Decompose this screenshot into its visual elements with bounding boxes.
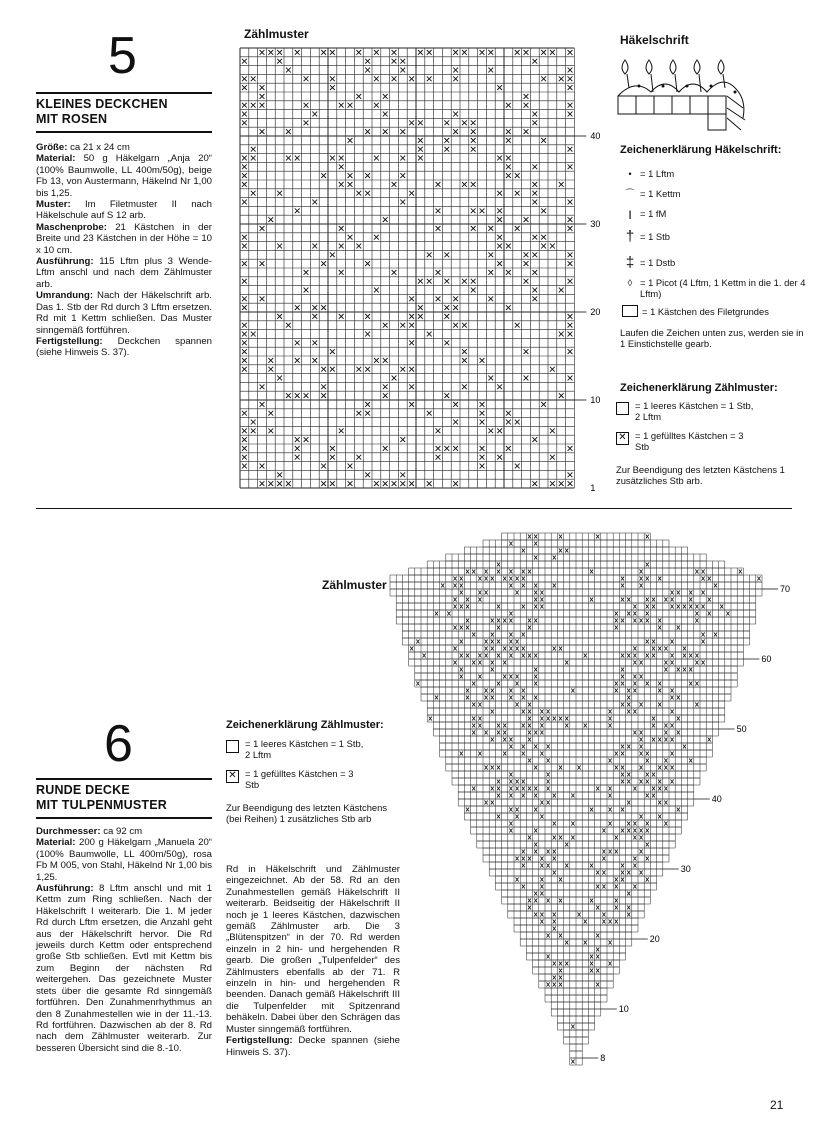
title-line: RUNDE DECKE [36,783,130,797]
empty-box-icon [616,402,629,415]
chart-legend [616,400,796,486]
pattern-number-6: 6 [104,715,133,773]
paragraph [36,142,212,153]
paragraph-key: Material: [36,153,76,165]
legend-note: Laufen die Zeichen unten zus, werden sie in 1 Einstichstelle gearb. [620,327,804,349]
chart-legend [226,738,396,824]
legend-title: Zeichenerklärung Häkelschrift: [620,144,782,156]
filled-box-icon: ✕ [226,770,239,783]
legend2-title: Zeichenerklärung Zählmuster: [620,382,778,394]
paragraph [36,153,212,199]
paragraph-value: 8 Lftm anschl und mit 1 Kettm zum Ring schließen. Nach der Häkelschrift I weiterarb. Die 1. M jeder Rd durch Lftm ersetzen, die Anzahl geht aus der Häkelschrift hervor. Die Rd jeweils durch Kettm oder entsprechend große Stb schließen. Evtl mit Kettm bis zum Beginn der nächsten Rd weitergehen. Das gezeichnete Muster stets über die gesamte Rd sinngemäß fortführen. Den Zunahmenrhythmus an den 8 Zunahmestellen wie in der 11.-13. Rd fortführen. Dazwischen ab der 8. Rd nach dem Zählmuster weiterarb. Zur besseren Übersicht sind die 8.-10. [36,883,212,1054]
double-crochet-icon: † [625,227,635,245]
paragraph-value: 115 Lftm plus 3 Wende-Lftm anschl und nach dem Zählmuster arb. [36,256,212,290]
chart-grid [240,48,574,488]
paragraph-key: Größe: [36,142,68,153]
row-label: 60 [761,654,772,664]
legend-item: ◊ = 1 Picot (4 Lftm, 1 Kettm in die 1. der 4 Lftm) [620,277,810,299]
paragraph-value: Decke spannen (siehe Hinweis S. 37). [226,1035,400,1058]
paragraph-key: Muster: [36,199,71,211]
empty-box-icon [226,740,239,753]
paragraph-key: Ausführung: [36,256,94,268]
row-label: 20 [649,934,660,944]
slip-stitch-icon: ⌒ [625,187,635,199]
paragraph [36,883,212,1054]
row-label: 30 [590,219,601,229]
paragraph [226,1035,400,1058]
paragraph [36,256,212,290]
chart-title: Zählmuster [322,578,387,592]
paragraph-value: Deckchen spannen (siehe Hinweis S. 37). [36,335,212,359]
paragraph [36,199,212,222]
section-divider [36,508,792,509]
paragraph-key: Fertigstellung: [36,335,103,347]
paragraph-value: 21 Kästchen in der Breite und 23 Kästchen in der Höhe = 10 x 10 cm. [36,221,212,256]
row-label: 40 [711,794,722,804]
legend-item: † = 1 Stb [620,223,810,249]
paragraph [36,826,212,837]
title-line: MIT ROSEN [36,112,108,126]
paragraph-key: Durchmesser: [36,826,101,837]
row-label: 10 [590,395,601,405]
legend-item: = 1 Kästchen des Filetgrundes [620,305,810,317]
chain-symbol-icon: • [628,167,632,179]
paragraph-key: Material: [36,837,76,849]
paragraph [36,290,212,336]
crochet-diagram-title: Häkelschrift [620,33,689,47]
legend-item: | = 1 fM [620,203,810,223]
legend-item: ✕ = 1 gefülltes Kästchen = 3 Stb [616,430,796,452]
treble-crochet-icon: ‡ [625,253,635,271]
legend-item: ⌒ = 1 Kettm [620,183,810,203]
row-label: 30 [680,864,691,874]
legend-item: ✕ = 1 gefülltes Kästchen = 3 Stb [226,768,396,790]
pattern-title [36,778,212,819]
pattern-number-5: 5 [108,27,137,85]
pattern-description [36,826,212,1054]
filled-box-icon: ✕ [616,432,629,445]
paragraph-key: Ausführung: [36,883,94,895]
row-label: 40 [590,131,601,141]
paragraph [36,837,212,883]
row-label: 8 [600,1053,606,1063]
paragraph-key: Fertigstellung: [226,1035,293,1047]
page-number: 21 [770,1098,784,1112]
pattern-description-cont [226,864,400,1058]
legend-title: Zeichenerklärung Zählmuster: [226,719,384,731]
paragraph-key: Umrandung: [36,290,94,302]
legend-item: = 1 leeres Kästchen = 1 Stb, 2 Lftm [226,738,396,760]
row-label: 20 [590,307,601,317]
legend-item: ‡ = 1 Dstb [620,249,810,275]
crochet-legend [620,163,810,349]
legend-item: • = 1 Lftm [620,163,810,183]
filet-box-icon [622,305,638,317]
paragraph-value: Im Filetmuster II nach Häkelschule auf S 12 arb. [36,199,212,222]
legend-note: Zur Beendigung des letzten Kästchens (bei Reihen) 1 zusätzliches Stb arb [226,802,388,824]
legend-note: Zur Beendigung des letzten Kästchens 1 zusätzliches Stb arb. [616,464,785,486]
row-label: 10 [618,1004,629,1014]
single-crochet-icon: | [628,207,632,219]
pattern-title [36,92,212,133]
filet-chart-tulip [400,525,800,1085]
paragraph [226,864,400,1035]
paragraph-key: Maschenprobe: [36,221,107,233]
picot-icon: ◊ [627,277,633,288]
crochet-diagram [615,48,765,138]
paragraph-value: 200 g Häkelgarn „Manuela 20“ (100% Baumwolle, LL 400m/50g), rosa Fb M 005, von Stahl, Häkelnd Nr 1,00 bis 1,25. [36,837,212,883]
paragraph-value: Nach der Häkelschrift arb. Das 1. Stb der Rd durch 3 Lftm ersetzen. Rd mit 1 Kettm schließen. Das Muster sinngemäß fortführen. [36,290,212,336]
paragraph [36,336,212,359]
paragraph-value: ca 21 x 24 cm [70,142,130,153]
title-line: MIT TULPENMUSTER [36,798,167,812]
paragraph-value: ca 92 cm [103,826,143,837]
paragraph-value: Rd in Häkelschrift und Zählmuster eingezeichnet. Ab der 58. Rd an den Zunahmestellen gemäß Häkelschrift II weiterarb. Beidseitig der Häkelschrift II noch je 1 leeres Kästchen, dazwischen gemäß Zählmuster arb. Die 3 „Blütenspitzen“ in der 70. Rd werden einzeln in 2 hin- und hergehenden R gearb. Die großen „Tulpenfelder“ des Zählmusters ebenfalls ab der 71. R einzeln in hin- und hergehenden R beenden. Danach gemäß Häkelschrift III die Tulpenfelder mit Spitzenrand behäkeln. Dabei über den Schrägen das Muster sinngemäß fortführen. [226,864,400,1035]
chart-title: Zählmuster [244,27,309,41]
row-label: 1 [590,483,596,493]
filet-chart-rose [236,44,601,494]
title-line: KLEINES DECKCHEN [36,97,168,111]
paragraph [36,222,212,256]
pattern-description [36,142,212,359]
row-label: 50 [736,724,747,734]
paragraph-value: 50 g Häkelgarn „Anja 20“ (100% Baumwolle, LL 400m/50g), beige Fb 13, von Austermann, Häkelnd Nr 1,00 bis 1,25. [36,153,212,199]
legend-item: = 1 leeres Kästchen = 1 Stb, 2 Lftm [616,400,796,422]
row-label: 70 [780,584,791,594]
